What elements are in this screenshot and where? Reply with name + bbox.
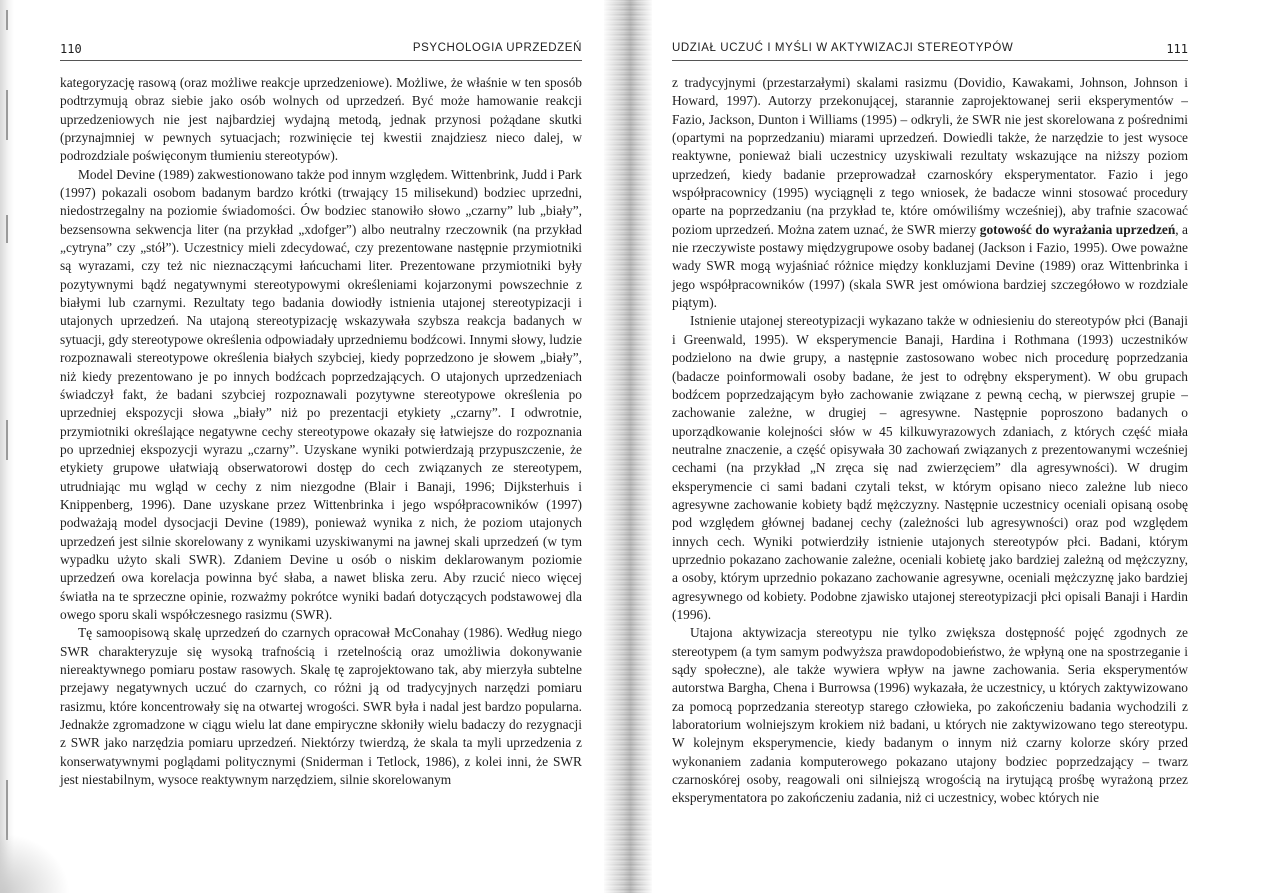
- paragraph: Tę samoopisową skalę uprzedzeń do czarnych opracował McConahay (1986). Według niego SWR charakteryzuje się wysoką trafnością i rzetelnością oraz umożliwia dokonywanie niereaktywnego pomiaru postaw rasowych. Skalę tę zaprojektowano tak, aby mierzyła subtelne przejawy negatywnych uczuć do czarnych, co różni ją od tradycyjnych narzędzi pomiaru rasizmu, które koncentrowały się na otwartej wrogości. SWR była i nadal jest bardzo popularna. Jednakże zgromadzone w ciągu wielu lat dane empiryczne skłoniły wielu badaczy do rezygnacji z SWR jako narzędzia pomiaru uprzedzeń. Niektórzy twierdzą, że skala ta myli uprzedzenia z konserwatywnymi poglądami politycznymi (Sniderman i Tetlock, 1986), z kolei inni, że SWR jest niestabilnym, wysoce reaktywnym narzędziem, silnie skorelowanym: [60, 625, 582, 788]
- bold-term: gotowość do wyrażania uprzedzeń: [979, 221, 1176, 237]
- edge-mark: [6, 215, 8, 243]
- paragraph-text: z tradycyjnymi (przestarzałymi) skalami rasizmu (Dovidio, Kawakami, Johnson, Johnson i Howard, 1997). Autorzy przekonującej, starannie zaprojektowanej serii eksperymentów – Fazio, Jackson, Dunton i Williams (1995) – odkryli, że SWR nie jest skorelowana z pośrednimi (opartymi na poprzedzaniu) miarami uprzedzeń. Dowiedli także, że narzędzie to jest wysoce reaktywne, ponieważ biali uczestnicy uzyskiwali rezultaty wskazujące na niższy poziom uprzedzeń, kiedy badanie przeprowadzał czarnoskóry eksperymentator. Fazio i jego współpracownicy (1995) wyciągnęli z tego wniosek, że badacze winni stosować procedury oparte na poprzedzaniu (na przykład te, które omówiliśmy wcześniej), aby trafnie szacować poziom uprzedzeń. Można zatem uznać, że SWR mierzy: [672, 75, 1188, 237]
- edge-mark: [6, 10, 8, 30]
- paragraph: Model Devine (1989) zakwestionowano także pod innym względem. Wittenbrink, Judd i Park (1997) pokazali osobom badanym bardzo krótki (trwający 15 milisekund) bodziec uprzedni, niedostrzegalny na poziomie świadomości. Ów bodziec stanowiło słowo „czarny” lub „biały”, bezsensowna sekwencja liter (na przykład „xdofger”) albo neutralny rzeczownik (na przykład „cytryna” czy „stół”). Uczestnicy mieli zdecydować, czy prezentowane następnie przymiotniki są wyrazami, czy też nic nieznaczącymi łańcuchami liter. Prezentowane przymiotniki były pozytywnymi bądź negatywnymi stereotypowymi określeniami kojarzonymi powszechnie z białymi lub czarnymi. Rezultaty tego badania dowiodły istnienia utajonej stereotypizacji i utajonych uprzedzeń. Na utajoną stereotypizację wskazywała szybsza reakcja badanych w sytuacji, gdy stereotypowe określenia odpowiadały uprzedniemu bodźcowi. Innymi słowy, ludzie rozpoznawali stereotypowe określenia białych szybciej, kiedy poprzedzono je słowem „biały”, niż kiedy prezentowano je po innych bodźcach poprzedzających. O utajonych uprzedzeniach świadczył fakt, że badani szybciej rozpoznawali pozytywne stereotypowe określenia po uprzedniej ekspozycji słowa „biały” niż po prezentacji etykiety „czarny”. I odwrotnie, przymiotniki określające negatywne cechy stereotypowe okazały się łatwiejsze do rozpoznania po uprzedniej ekspozycji wyrazu „czarny”. Uzyskane wyniki potwierdzają przypuszczenie, że etykiety grupowe ułatwiają obserwatorowi dostęp do cech związanych ze stereotypem, utrudniając mu wgląd w cechy z nim niezgodne (Blair i Banaji, 1996; Dijksterhuis i Knippenberg, 1996). Dane uzyskane przez Wittenbrinka i jego współpracowników (1997) podważają model dysocjacji Devine (1989), ponieważ wynika z nich, że poziom utajonych uprzedzeń jest silnie skorelowany z wynikami uzyskiwanymi na jawnej skali uprzedzeń (w tym wypadku użyto skali SWR). Zdaniem Devine u osób o niskim deklarowanym poziomie uprzedzeń owa korelacja powinna być słaba, a nawet bliska zeru. Aby rzucić nieco więcej światła na te sprzeczne opinie, rozważmy pokrótce wyniki badań dotyczących podstawowej dla owego sporu skali współczesnego rasizmu (SWR).: [60, 166, 582, 622]
- edge-mark: [6, 90, 8, 140]
- running-head: UDZIAŁ UCZUĆ I MYŚLI W AKTYWIZACJI STEREOTYPÓW: [672, 42, 1014, 54]
- page-number: 110: [60, 42, 82, 56]
- paragraph: Utajona aktywizacja stereotypu nie tylko zwiększa dostępność pojęć zgodnych ze stereotypem (a tym samym podwyższa prawdopodobieństwo, że wpłyną one na spostrzeganie i sądy społeczne), ale także wywiera wpływ na jawne zachowania. Seria eksperymentów autorstwa Bargha, Chena i Burrowsa (1996) wykazała, że uczestnicy, u których zaktywizowano za pomocą poprzedzania stereotyp starego człowieka, po zakończeniu badania wychodzili z laboratorium wolniejszym krokiem niż badani, u których nie zaktywizowano tego stereotypu. W kolejnym eksperymencie, kiedy badanym o innym niż czarny kolorze skóry przed wykonaniem zadania komputerowego pokazano utajony bodziec poprzedzający – twarz czarnoskórej osoby, reagowali oni silniejszą wrogością na irytującą prośbę wyrażoną przez eksperymentatora po zakończeniu zadania, niż ci uczestnicy, wobec których nie: [672, 625, 1188, 806]
- left-page-header: [60, 38, 582, 61]
- right-page-header: [672, 38, 1188, 61]
- edge-mark: [6, 780, 8, 840]
- paragraph: kategoryzację rasową (oraz możliwe reakcje uprzedzeniowe). Możliwe, że właśnie w ten sposób podtrzymują obraz siebie jako osób wolnych od uprzedzeń. Być może hamowanie reakcji uprzedzeniowych nie jest najbardziej wydajną metodą, jednak przynosi pożądane skutki (przynajmniej w pewnych sytuacjach; rozwinięcie tej kwestii znajdziesz nieco dalej, w podrozdziale poświęconym tłumieniu stereotypów).: [60, 75, 582, 164]
- paragraph-text: , a nie rzeczywiste postawy międzygrupowe osoby badanej (Jackson i Fazio, 1995). Owe poważne wady SWR mogą wyjaśniać różnice między konkluzjami Devine (1989) oraz Wittenbrinka i jego współpracowników (1997) (skala SWR jest omówiona bardziej szczegółowo w rozdziale piątym).: [672, 221, 1189, 311]
- edge-mark: [6, 420, 8, 460]
- book-gutter: [604, 0, 652, 893]
- right-page-body: [672, 74, 1188, 808]
- right-page: [672, 0, 1188, 893]
- page-edge-shadow: [0, 0, 14, 893]
- page-number: 111: [1166, 42, 1188, 56]
- left-page: [60, 0, 582, 893]
- paragraph: Istnienie utajonej stereotypizacji wykazano także w odniesieniu do stereotypów płci (Banaji i Greenwald, 1995). W eksperymencie Banaji, Hardina i Rothmana (1993) uczestników podzielono na dwie grupy, a następnie zastosowano wobec nich procedurę poprzedzania (badacze poinformowali osoby badane, że jest to odrębny eksperyment). W obu grupach bodźcem poprzedzającym było zachowanie związane z pewną cechą, w pierwszej grupie – zachowanie zależne, w drugiej – agresywne. Następnie poproszono badanych o uporządkowanie kolejności słów w 45 kilkuwyrazowych zdaniach, z których część miała neutralne znaczenie, a część opisywała 30 zachowań związanych z prezentowanymi wcześniej cechami (na przykład „N zręca się nad zwierzęciem” dla agresywności). W drugim eksperymencie ci sami badani czytali tekst, w którym opisano nieco zależne lub nieco agresywne zachowanie kobiety bądź mężczyzny. Następnie uczestnicy oceniali opisaną osobę pod względem głównej badanej cechy (zależności lub agresywności) oraz pod względem innych cech. Wyniki potwierdziły istnienie utajonych stereotypów płci. Badani, którym uprzednio pokazano zachowanie zależne, oceniali kobietę jako bardziej zależną od mężczyzny, a osoby, którym uprzednio pokazano zachowanie agresywne, oceniali mężczyznę jako bardziej agresywnego od kobiety. Podobne zjawisko utajonej stereotypizacji płci opisali Banaji i Hardin (1996).: [672, 313, 1188, 622]
- running-head: PSYCHOLOGIA UPRZEDZEŃ: [412, 42, 582, 54]
- left-page-body: [60, 74, 582, 789]
- paragraph: [672, 74, 1188, 312]
